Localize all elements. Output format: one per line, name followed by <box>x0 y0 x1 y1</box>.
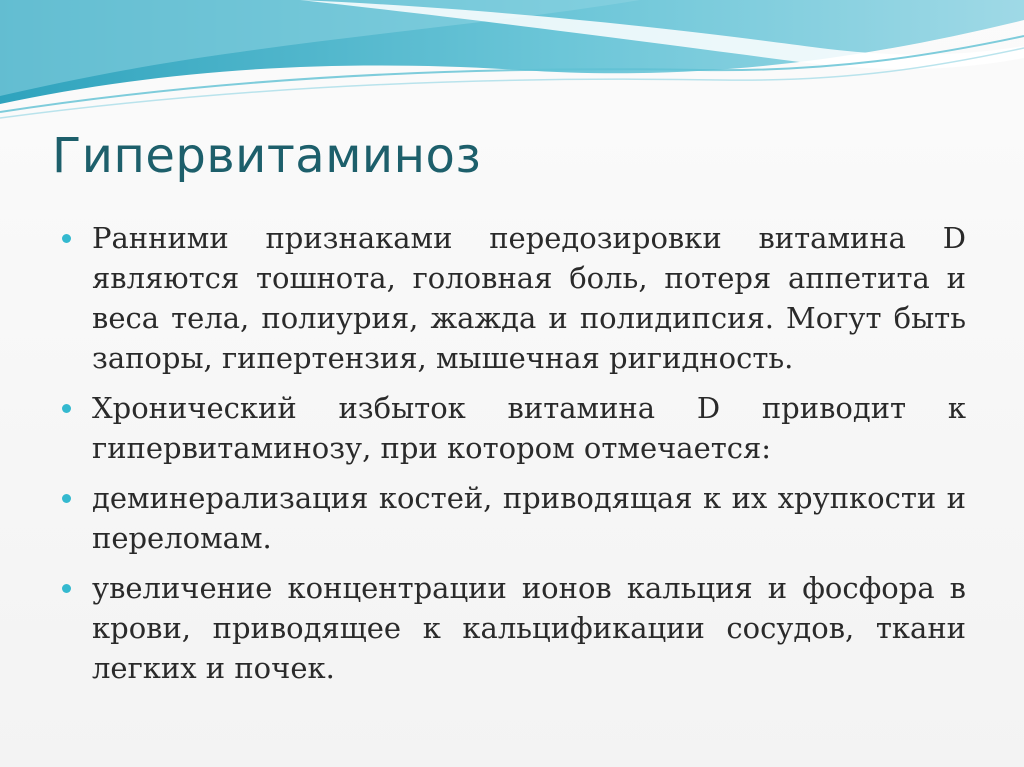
bullet-dot-icon <box>62 584 71 593</box>
bullet-text: увеличение концентрации ионов кальция и фосфора в крови, приводящее к кальцификации сосудов, ткани легких и почек. <box>92 571 966 685</box>
bullet-item <box>62 218 966 378</box>
bullet-text: Хронический избыток витамина D приводит к гипервитаминозу, при котором отмечается: <box>92 391 966 465</box>
bullet-dot-icon <box>62 494 71 503</box>
header-wave-decoration <box>0 0 1024 130</box>
bullet-dot-icon <box>62 234 71 243</box>
bullet-text: Ранними признаками передозировки витамина D являются тошнота, головная боль, потеря аппетита и веса тела, полиурия, жажда и полидипсия. Могут быть запоры, гипертензия, мышечная ригидность. <box>92 221 966 375</box>
slide-title: Гипервитаминоз <box>52 128 482 184</box>
bullet-item <box>62 388 966 468</box>
bullet-dot-icon <box>62 404 71 413</box>
bullet-item <box>62 568 966 688</box>
bullet-text: деминерализация костей, приводящая к их хрупкости и переломам. <box>92 481 966 555</box>
bullet-item <box>62 478 966 558</box>
bullet-list <box>62 218 966 698</box>
